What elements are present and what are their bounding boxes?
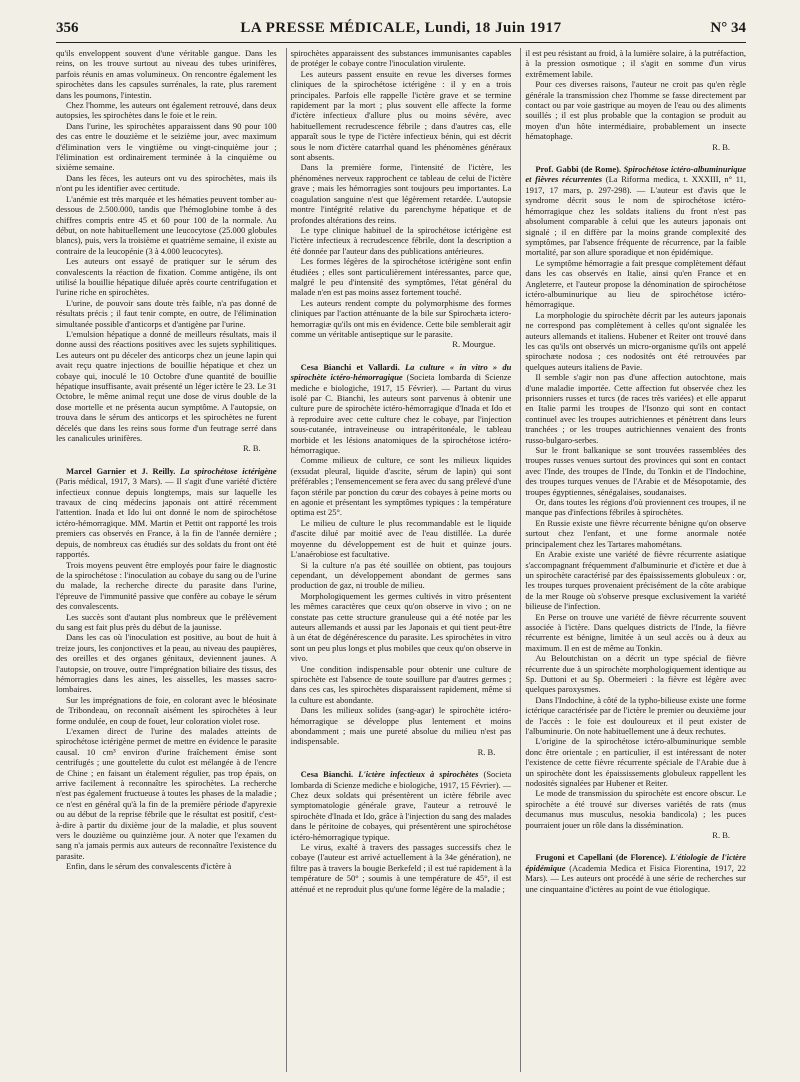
- paragraph: Le symptôme hémorragie a fait presque complètement défaut dans les cas observés en Italie, ainsi qu'en France et en Angleterre, et l'auteur propose la dénomination de spirochétose ictéro-albuminurique au lieu de spirochétose ictéro-hémorragique.: [525, 257, 747, 310]
- paragraph: Au Beloutchistan on a décrit un type spécial de fièvre récurrente due à un spirochète morphologiquement identique au Sp. Duttoni et au Sp. Obermeieri : la fièvre est légère avec quelques paroxysmes.: [525, 653, 747, 695]
- signature: R. B.: [712, 830, 731, 841]
- article-citation: (Paris médical, 1917, 3 Mars). — Il s'agit d'une variété d'ictère infectieux connue depuis longtemps, mais sur laquelle les travaux de cinq médecins japonais ont attiré récemment l'attention. Inada et Ido lui ont donné le nom de spirochétose ictéro-hémorragique. MM. Martin et Pettit ont rapporté les trois premiers cas observés en France, à la fin de l'année dernière ; depuis, de nombreux cas étudiés sur des soldats du front ont été rapportés.: [56, 476, 277, 560]
- paragraph: Dans les milieux solides (sang-agar) le spirochète ictéro-hémorragique se développe plus lentement et moins abondamment ; mais une pureté absolue du milieu n'est pas indispensable.: [290, 705, 512, 747]
- article-citation: (Academia Medica et Fisica Fiorentina, 1917, 22 Mars). — Les auteurs ont procédé à une série de recherches sur une cinquantaine d'ictères au point de vue étiologique.: [525, 862, 747, 894]
- article: [291, 362, 512, 757]
- paragraph: spirochètes apparaissent des substances immunisantes capables de protéger le cobaye contre l'inoculation virulente.: [290, 48, 512, 69]
- text-columns: [56, 48, 746, 1072]
- paragraph: Pour ces diverses raisons, l'auteur ne croit pas qu'en règle générale la transmission chez l'homme se fasse directement par contact ou par voie gastrique au moyen de l'eau ou des aliments souillés ; il est plus probable que la contagion se produit au moyen d'un hôte intermédiaire, probablement un insecte hématophage.: [525, 79, 747, 142]
- paragraph: Les auteurs passent ensuite en revue les diverses formes cliniques de la spirochétose ictérigène : il y en a trois principales. Parfois elle rappelle l'ictère grave et se termine rapidement par la mort ; plus souvent elle affecte la forme d'ictère infectieux d'allure plus ou moins sévère, avec habituellement recrudescence fébrile ; dans d'autres cas, elle apparaît sous le type de l'ictère infectieux bénin, qui est décrit sous le nom d'ictère catarrhal quand les phénomènes généraux sont absents.: [290, 68, 512, 163]
- paragraph: Dans les cas où l'inoculation est positive, au bout de huit à treize jours, les conjonctives et la peau, au niveau des paupières, des oreilles et des organes génitaux, deviennent jaunes. A l'autopsie, on trouve, outre l'imprégnation biliaire des tissus, des hémorragies dans les aines, les aisselles, les masses sacro-lombaires.: [56, 632, 277, 695]
- journal-title: LA PRESSE MÉDICALE, Lundi, 18 Juin 1917: [240, 20, 562, 36]
- paragraph: Les auteurs rendent compte du polymorphisme des formes cliniques par l'action atténuante de la bile sur Spirochæta ictero-hemorragiæ qu'ils ont mis en évidence. Cette bile semblerait agir comme un véritable antiseptique sur le parasite.: [290, 297, 512, 339]
- article: [525, 852, 746, 894]
- article-lead: [525, 164, 746, 258]
- paragraph: L'emulsion hépatique a donné de meilleurs résultats, mais il donne aussi des réactions positives avec les sujets syphilitiques. Les auteurs ont pu déceler des anticorps chez un jeune lapin qui avait reçu quatre injections de bouillie hépatique et chez un cobaye qui, inoculé le 10 Octobre d'une quantité de bouillie hépatique insuffisante, avait présenté un léger ictère le 23. Le 31 Octobre, le même animal reçut une dose de virus double de la dose mortelle et ne présenta aucun symptôme. A l'autopsie, on trouva dans le sérum des anticorps et les spirochètes ne furent décelés que dans les reins sous forme d'un feutrage serré dans les canalicules urinifères.: [56, 328, 277, 444]
- article-lead: [291, 362, 512, 456]
- paragraph: Le milieu de culture le plus recommandable est le liquide d'ascite dilué par moitié avec de l'eau distillée. La durée moyenne du développement est de huit et quinze jours. L'anaérobiose est facultative.: [290, 517, 512, 560]
- article: [525, 164, 746, 840]
- issue-number: N° 34: [710, 20, 746, 36]
- paragraph: Comme milieux de culture, ce sont les milieux liquides (exsudat pleural, liquide d'ascite, sérum de lapin) qui sont préférables ; l'ensemencement se fera avec du sang prélevé d'une façon stérile par ponction du cœur des cobayes à peine morts ou en agonie et présentant les symptômes typiques : la température optima est 25°.: [290, 455, 512, 518]
- paragraph: Or, dans toutes les régions d'où proviennent ces troupes, il ne manque pas d'infections fébriles à spirochètes.: [525, 497, 747, 518]
- article-lead: [56, 466, 277, 560]
- column-2: [286, 48, 512, 1072]
- article-citation: (La Riforma medica, t. XXXIII, n° 11, 1917, 17 mars, p. 297-298). — L'auteur est d'avis que le syndrome décrit sous le nom de spirochétose ictéro-hémorragique chez les soldats italiens du front n'est pas absolument comparable à celui que les auteurs japonais ont signalé ; il en diffère par la moins grande complexité des symptômes, par l'absence fréquente de récurrence, par la faible mortalité, par son allure sporadique et non épidémique.: [525, 174, 747, 258]
- paragraph: Dans l'urine, les spirochètes apparaissent dans 90 pour 100 des cas entre le douzième et le seizième jour, avec maximum d'élimination vers le vingtième ou vingt-cinquième jour ; l'élimination est ordinairement terminée à la cinquième ou sixième semaine.: [56, 120, 277, 173]
- article-citation: (Societa lombarda di Scienze mediche e biologiche, 1917, 15 Février). — Partant du virus isolé par C. Bianchi, les auteurs sont parvenus à obtenir une culture pure de spirochète ictéro-hémorragique d'Inada et Ido et à reproduire avec cette culture chez le cobaye, par l'injection sous-cutanée, intraveineuse ou intrapéritonéale, le tableau morbide et les lésions anatomiques de la spirochétose ictéro-hémorragique.: [290, 372, 512, 456]
- article: [291, 769, 512, 894]
- article-lead: [291, 769, 512, 842]
- paragraph: Morphologiquement les germes cultivés in vitro présentent les mêmes caractères que ceux qu'on observe in vivo ; on ne constate pas cette structure granuleuse qui a été notée par les auteurs allemands et aussi par les Japonais et qui tient peut-être à un état de dégénérescence du parasite. Les spirochètes in vitro sont un peu plus longs et plus mobiles que ceux qu'on observe in vivo.: [290, 590, 512, 664]
- article-authors: Prof. Gabbi (de Rome).: [535, 164, 622, 175]
- header-rule: [56, 42, 746, 43]
- article-authors: Cesa Bianchi.: [300, 769, 354, 780]
- paragraph: L'examen direct de l'urine des malades atteints de spirochétose ictérigène permet de mettre en évidence le parasite causal. 10 cm³ environ d'urine fraîchement émise sont centrifugés ; une gouttelette du culot est mélangée à de l'encre de Chine ; en faisant un étalement régulier, pas trop épais, on arrive facilement à reconnaître les spirochètes. La recherche n'est pas également fructueuse à toutes les phases de la maladie ; ce n'est en général qu'à la fin de la première période d'apyrexie ou au début de la reprise fébrile que le résultat est positif, c'est-à-dire à partir du dixième jour de la maladie, et plus souvent vers le douzième ou quinzième jour. A noter que l'examen du sang n'a jamais permis aux auteurs de reconnaître l'existence du parasite.: [56, 726, 277, 861]
- paragraph: Trois moyens peuvent être employés pour faire le diagnostic de la spirochétose : l'inoculation au cobaye du sang ou de l'urine du malade, la recherche directe du parasite dans l'urine, l'épreuve de l'immunité passive que confère au cobaye le sérum des convalescents.: [56, 559, 277, 612]
- article: [56, 466, 277, 872]
- page-number: 356: [56, 20, 79, 36]
- article-lead: [525, 852, 746, 894]
- paragraph: Une condition indispensable pour obtenir une culture de spirochète est l'absence de toute souillure par d'autres germes ; dans ces cas, les spirochètes disparaissent rapidement, même si la culture est abondante.: [290, 663, 512, 705]
- signature: R. B.: [477, 746, 496, 757]
- paragraph: Dans l'Indochine, à côté de la typho-bilieuse existe une forme ictérique caractérisée par de l'ictère le premier ou deuxième jour de l'accès : le foie est douloureux et il peut exister de l'albuminurie. On note habituellement une à deux rechutes.: [525, 694, 747, 736]
- signature: R. B.: [712, 141, 731, 152]
- paragraph: Dans les fèces, les auteurs ont vu des spirochètes, mais ils n'ont pu les identifier avec certitude.: [56, 172, 277, 194]
- paragraph: il est peu résistant au froid, à la lumière solaire, à la putréfaction, à la pression osmotique ; il s'agit en somme d'un virus extrêmement labile.: [525, 48, 747, 79]
- paragraph: L'origine de la spirochétose ictéro-albuminurique semble donc être orientale ; en particulier, il est intéressant de noter l'existence de cette fièvre récurrente spéciale de l'Arabie due à un spirochète dont les épaississements globuleux rappellent les nodosités signalées par Hubener et Reiter.: [525, 736, 747, 789]
- article-title: L'ictère infectieux à spirochètes: [358, 769, 479, 780]
- paragraph: En Russie existe une fièvre récurrente bénigne qu'on observe surtout chez l'enfant, et une forme anormale notée principalement chez les Tartares mahométans.: [525, 517, 747, 549]
- paragraph: Les auteurs ont essayé de pratiquer sur le sérum des convalescents la réaction de fixation. Comme antigène, ils ont utilisé la bouillie hépatique diluée après courte centrifugation et l'urine riche en spirochètes.: [56, 256, 277, 298]
- column-1: [56, 48, 277, 1072]
- paragraph: Les succès sont d'autant plus nombreux que le prélèvement du sang est fait plus près du début de la jaunisse.: [56, 611, 277, 632]
- paragraph: qu'ils enveloppent souvent d'une véritable gangue. Dans les reins, on les trouve surtout au niveau des tubes urinifères, parfois réunis en amas volumineux. On rencontre également les spirochètes dans les capsules surrénales, la rate, plus rarement dans les poumons, l'intestin.: [56, 48, 277, 100]
- paragraph: Le virus, exalté à travers des passages successifs chez le cobaye (l'auteur est arrivé actuellement à la 34e génération), ne filtre pas à travers la bougie Berkefeld ; il est tué rapidement à la température de 50° ; soumis à une température de 45°, il est atténué et ne reproduit plus qu'une forme légère de la maladie ;: [290, 842, 512, 894]
- paragraph: L'urine, de pouvoir sans doute très faible, n'a pas donné de résultats précis ; il faut tenir compte, en outre, de l'élimination simultanée possible d'anticorps et d'antigène par l'urine.: [56, 297, 277, 329]
- paragraph: En Perse on trouve une variété de fièvre récurrente souvent associée à l'ictère. Dans quelques districts de l'Inde, la fièvre récurrente est bénigne, limitée à un seul accès ou à deux au maximum. Il en est de même au Tonkin.: [525, 611, 747, 653]
- paragraph: Dans la première forme, l'intensité de l'ictère, les phénomènes nerveux rapprochent ce tableau de celui de l'ictère grave ; mais les hémorragies sont toujours peu importantes. La coagulation sanguine n'est que légèrement retardée. L'autopsie montre l'intégrité relative du parenchyme hépatique et de profondes altérations des reins.: [290, 162, 512, 225]
- signature: R. Mourgue.: [452, 339, 496, 350]
- article-authors: Frugoni et Capellani (de Florence).: [535, 852, 667, 863]
- signature: R. B.: [242, 443, 261, 454]
- paragraph: Le type clinique habituel de la spirochétose ictérigène est l'ictère infectieux à recrudescence fébrile, dont la description a été donnée par l'auteur dans des publications antérieures.: [290, 224, 512, 256]
- article-authors: Marcel Garnier et J. Reilly.: [66, 465, 176, 476]
- paragraph: La morphologie du spirochète décrit par les auteurs japonais ne correspond pas complètement à celles qu'ont signalée les auteurs allemands et italiens. Hubener et Reiter ont trouvé dans les cas qu'ils ont observés un micro-organisme qu'ils ont appelé spirochæte nodosa ; ces nodosités ont été retrouvées par quelques auteurs italiens de Pavie.: [525, 309, 747, 372]
- article-citation: (Societa lombarda di Scienze mediche e biologiche, 1917, 15 Février). — Chez deux soldats qui présentèrent un ictère fébrile avec symptomatologie générale grave, l'auteur a retrouvé le spirochète d'Inada et Ido, grâce à l'injection du sang des malades dans le péritoine de cobayes, qui présentèrent une spirochétose ictéro-hémorragique typique.: [290, 769, 512, 842]
- article-title: L'étiologie de l'ictère épidémique: [525, 852, 747, 873]
- paragraph: Si la culture n'a pas été souillée on obtient, pas toujours cependant, un développement abondant de germes sans production de gaz, ni trouble de milieu.: [290, 559, 512, 591]
- paragraph: L'anémie est très marquée et les hématies peuvent tomber au-dessous de 2.500.000, tandis que l'hémoglobine tombe à des chiffres compris entre 45 et 60 pour 100 de la normale. Au début, on note habituellement une leucocytose (25.000 globules blancs), puis, vers la troisième et quatrième semaine, il existe au contraire de la leucopénie (3 à 4.000 leucocytes).: [56, 193, 277, 256]
- article-title: Spirochétose ictéro-albuminurique et fièvres récurrentes: [525, 164, 747, 185]
- paragraph: Les formes légères de la spirochétose ictérigène sont enfin étudiées ; elles sont particulièrement intéressantes, parce que, malgré le peu d'intensité des symptômes, l'état général du malade n'en est pas moins assez fortement touché.: [290, 256, 512, 298]
- paragraph: Chez l'homme, les auteurs ont également retrouvé, dans deux autopsies, les spirochètes dans le foie et le rein.: [56, 100, 277, 121]
- page-header: [56, 18, 746, 40]
- paragraph: Sur le front balkanique se sont trouvées rassemblées des troupes russes venues surtout des provinces qui sont en contact avec l'Inde, des troupes de l'Inde, du Tonkin et de l'Indochine, des troupes turques venues de l'Arabie et de Mésopotamie, des troupes égyptiennes, sénégalaises, soudanaises.: [525, 445, 747, 497]
- paragraph: Le mode de transmission du spirochète est encore obscur. Le spirochète a été trouvé sur diverses variétés de rats (mus decumanus mus musculus, nesokia bandicola) ; les puces pourraient jouer un rôle dans la dissémination.: [525, 788, 747, 830]
- paragraph: Il semble s'agir non pas d'une affection autochtone, mais d'une maladie importée. Cette affection fut observée chez les prisonniers russes et turcs (de races très variées) et elle apparut en Italie parmi les troupes de l'Isonzo qui sont en contact continuel avec les troupes autrichiennes et pénètrent dans leurs tranchées ; or les troupes autrichiennes venaient des fronts russo-bulgaro-serbes.: [525, 372, 747, 445]
- paragraph: En Arabie existe une variété de fièvre récurrente asiatique s'accompagnant fréquemment d'albuminurie et d'ictère et due à un spirochète caractérisé par des épaississements globuleux : or, les troupes turques provenaient précisément de la côte arabique de la mer Rouge où s'observe presque exclusivement la variété bilieuse de l'infection.: [525, 549, 747, 612]
- article-title: La culture « in vitro » du spirochète ictéro-hémorragique: [290, 361, 512, 383]
- column-3: [520, 48, 746, 1072]
- article-title: La spirochétose ictérigène: [180, 465, 277, 476]
- article-authors: Cesa Bianchi et Vallardi.: [300, 361, 400, 372]
- paragraph: Sur les imprégnations de foie, en colorant avec le bléosinate de Tribondeau, on reconnaît aisément les spirochètes à leur forme ondulée, en coup de fouet, leur coloration violet rose.: [56, 694, 277, 726]
- paragraph: Enfin, dans le sérum des convalescents d'ictère à: [66, 861, 232, 872]
